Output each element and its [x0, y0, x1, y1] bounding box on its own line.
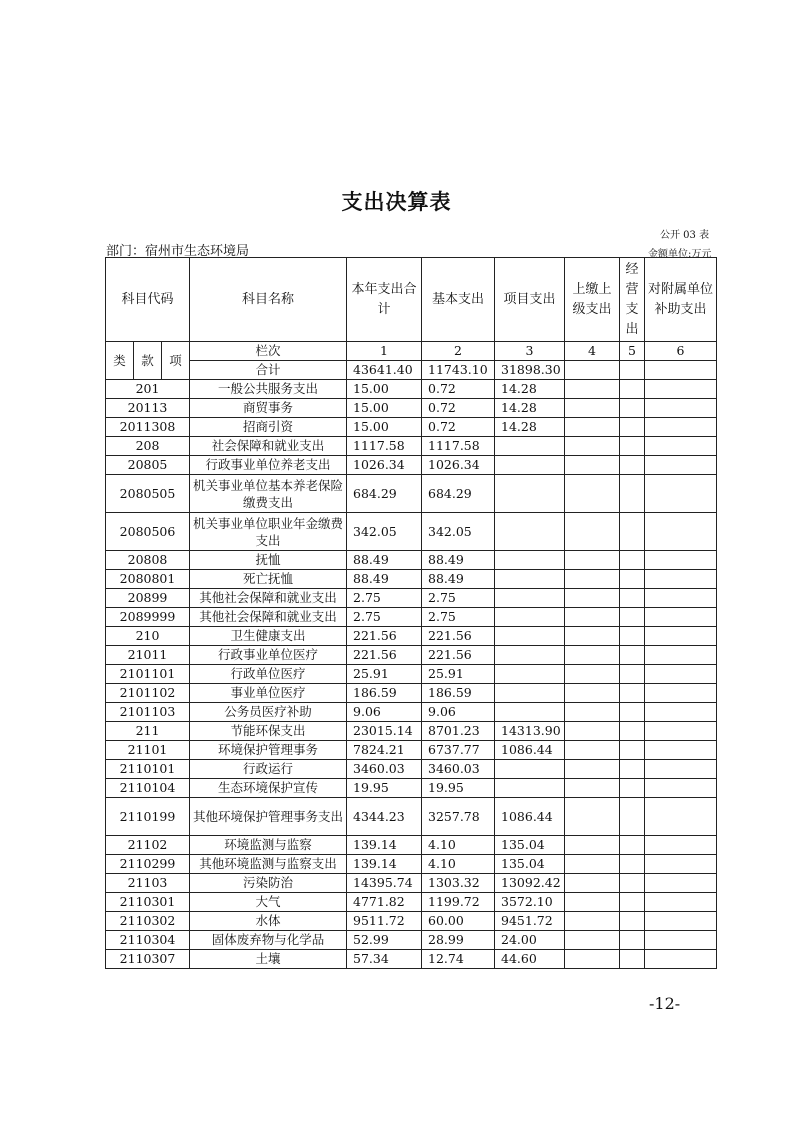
- total-total: 43641.40: [347, 361, 422, 380]
- empty-cell: [620, 456, 645, 475]
- row-basic: 1303.32: [422, 874, 495, 893]
- row-project: 14313.90: [495, 722, 565, 741]
- row-basic: 88.49: [422, 570, 495, 589]
- empty-cell: [645, 665, 717, 684]
- empty-cell: [565, 912, 620, 931]
- row-basic: 0.72: [422, 380, 495, 399]
- empty-cell: [645, 646, 717, 665]
- header-project: 项目支出: [495, 258, 565, 342]
- row-project: [495, 665, 565, 684]
- empty-cell: [620, 950, 645, 969]
- row-basic: 1026.34: [422, 456, 495, 475]
- table-row: [106, 380, 717, 399]
- row-code: 201: [106, 380, 190, 399]
- row-basic: 0.72: [422, 399, 495, 418]
- empty-cell: [565, 513, 620, 551]
- empty-cell: [620, 608, 645, 627]
- row-name: 固体废弃物与化学品: [190, 931, 347, 950]
- row-code: 20808: [106, 551, 190, 570]
- table-row: [106, 931, 717, 950]
- header-name: 科目名称: [190, 258, 347, 342]
- empty-cell: [565, 684, 620, 703]
- row-code: 2110301: [106, 893, 190, 912]
- empty-cell: [645, 513, 717, 551]
- empty-cell: [645, 779, 717, 798]
- row-name: 死亡抚恤: [190, 570, 347, 589]
- row-basic: 3460.03: [422, 760, 495, 779]
- table-row: [106, 399, 717, 418]
- col-number: 2: [422, 342, 495, 361]
- row-name: 公务员医疗补助: [190, 703, 347, 722]
- empty-cell: [565, 399, 620, 418]
- row-basic: 684.29: [422, 475, 495, 513]
- empty-cell: [565, 608, 620, 627]
- row-project: [495, 456, 565, 475]
- row-name: 污染防治: [190, 874, 347, 893]
- empty-cell: [620, 646, 645, 665]
- table-row: [106, 779, 717, 798]
- row-total: 15.00: [347, 380, 422, 399]
- row-total: 57.34: [347, 950, 422, 969]
- row-code: 21011: [106, 646, 190, 665]
- row-basic: 25.91: [422, 665, 495, 684]
- table-row: [106, 665, 717, 684]
- row-total: 2.75: [347, 589, 422, 608]
- row-name: 生态环境保护宣传: [190, 779, 347, 798]
- row-name: 其他社会保障和就业支出: [190, 589, 347, 608]
- empty-cell: [620, 779, 645, 798]
- empty-cell: [565, 456, 620, 475]
- col-number: 4: [565, 342, 620, 361]
- column-number-row: [106, 342, 717, 361]
- row-name: 环境保护管理事务: [190, 741, 347, 760]
- empty-cell: [565, 893, 620, 912]
- row-project: [495, 703, 565, 722]
- row-name: 抚恤: [190, 551, 347, 570]
- empty-cell: [645, 798, 717, 836]
- page-title: 支出决算表: [341, 190, 452, 214]
- table-row: [106, 741, 717, 760]
- row-name: 其他环境保护管理事务支出: [190, 798, 347, 836]
- empty-cell: [565, 418, 620, 437]
- row-basic: 186.59: [422, 684, 495, 703]
- table-row: [106, 570, 717, 589]
- row-code: 2110199: [106, 798, 190, 836]
- empty-cell: [645, 855, 717, 874]
- table-row: [106, 874, 717, 893]
- row-total: 88.49: [347, 551, 422, 570]
- empty-cell: [620, 589, 645, 608]
- table-row: [106, 703, 717, 722]
- row-total: 139.14: [347, 855, 422, 874]
- row-project: 1086.44: [495, 741, 565, 760]
- row-project: 13092.42: [495, 874, 565, 893]
- row-code: 2089999: [106, 608, 190, 627]
- row-basic: 342.05: [422, 513, 495, 551]
- row-total: 4344.23: [347, 798, 422, 836]
- row-code: 2011308: [106, 418, 190, 437]
- row-basic: 88.49: [422, 551, 495, 570]
- header-subsidy: 对附属单位补助支出: [645, 258, 717, 342]
- row-name: 大气: [190, 893, 347, 912]
- row-total: 221.56: [347, 627, 422, 646]
- empty-cell: [620, 399, 645, 418]
- row-name: 商贸事务: [190, 399, 347, 418]
- row-total: 15.00: [347, 399, 422, 418]
- table-row: [106, 475, 717, 513]
- empty-cell: [620, 361, 645, 380]
- empty-cell: [565, 722, 620, 741]
- empty-cell: [620, 798, 645, 836]
- table-row: [106, 836, 717, 855]
- row-name: 土壤: [190, 950, 347, 969]
- row-name: 行政单位医疗: [190, 665, 347, 684]
- empty-cell: [620, 627, 645, 646]
- row-basic: 4.10: [422, 855, 495, 874]
- row-name: 环境监测与监察: [190, 836, 347, 855]
- row-total: 88.49: [347, 570, 422, 589]
- table-row: [106, 513, 717, 551]
- expenditure-table: [105, 257, 717, 969]
- row-name: 其他社会保障和就业支出: [190, 608, 347, 627]
- row-code: 21103: [106, 874, 190, 893]
- row-basic: 8701.23: [422, 722, 495, 741]
- row-total: 14395.74: [347, 874, 422, 893]
- row-basic: 0.72: [422, 418, 495, 437]
- row-name: 卫生健康支出: [190, 627, 347, 646]
- row-code: 210: [106, 627, 190, 646]
- row-project: [495, 551, 565, 570]
- row-name: 行政运行: [190, 760, 347, 779]
- row-project: [495, 513, 565, 551]
- row-total: 52.99: [347, 931, 422, 950]
- empty-cell: [645, 912, 717, 931]
- row-code: 2110307: [106, 950, 190, 969]
- page-number: -12-: [649, 994, 681, 1013]
- empty-cell: [645, 931, 717, 950]
- empty-cell: [645, 589, 717, 608]
- row-name: 行政事业单位养老支出: [190, 456, 347, 475]
- row-project: 9451.72: [495, 912, 565, 931]
- empty-cell: [565, 931, 620, 950]
- empty-cell: [565, 950, 620, 969]
- col-number: 5: [620, 342, 645, 361]
- header-basic: 基本支出: [422, 258, 495, 342]
- row-name: 行政事业单位医疗: [190, 646, 347, 665]
- row-total: 15.00: [347, 418, 422, 437]
- empty-cell: [620, 893, 645, 912]
- empty-cell: [565, 665, 620, 684]
- form-number: 公开 03 表: [660, 230, 710, 241]
- row-project: 1086.44: [495, 798, 565, 836]
- empty-cell: [565, 836, 620, 855]
- row-name: 事业单位医疗: [190, 684, 347, 703]
- table-row: [106, 418, 717, 437]
- empty-cell: [645, 874, 717, 893]
- col-number: 1: [347, 342, 422, 361]
- empty-cell: [565, 475, 620, 513]
- row-code: 2110101: [106, 760, 190, 779]
- empty-cell: [620, 380, 645, 399]
- row-project: [495, 437, 565, 456]
- row-total: 684.29: [347, 475, 422, 513]
- total-row: [106, 361, 717, 380]
- row-code: 2101102: [106, 684, 190, 703]
- empty-cell: [565, 798, 620, 836]
- row-total: 9511.72: [347, 912, 422, 931]
- empty-cell: [565, 874, 620, 893]
- empty-cell: [645, 950, 717, 969]
- row-total: 9.06: [347, 703, 422, 722]
- row-basic: 221.56: [422, 627, 495, 646]
- row-basic: 2.75: [422, 608, 495, 627]
- empty-cell: [620, 855, 645, 874]
- row-total: 139.14: [347, 836, 422, 855]
- empty-cell: [565, 570, 620, 589]
- table-row: [106, 798, 717, 836]
- empty-cell: [645, 893, 717, 912]
- row-total: 23015.14: [347, 722, 422, 741]
- header-xiang: 项: [162, 342, 190, 380]
- table-row: [106, 722, 717, 741]
- empty-cell: [565, 380, 620, 399]
- row-project: [495, 779, 565, 798]
- table-row: [106, 893, 717, 912]
- empty-cell: [620, 874, 645, 893]
- empty-cell: [565, 760, 620, 779]
- row-code: 2101103: [106, 703, 190, 722]
- row-name: 机关事业单位职业年金缴费支出: [190, 513, 347, 551]
- unit-label: 金额单位:万元: [648, 249, 712, 260]
- row-project: 3572.10: [495, 893, 565, 912]
- empty-cell: [645, 760, 717, 779]
- empty-cell: [645, 551, 717, 570]
- row-basic: 3257.78: [422, 798, 495, 836]
- row-project: 14.28: [495, 418, 565, 437]
- header-code: 科目代码: [106, 258, 190, 342]
- row-code: 2110299: [106, 855, 190, 874]
- row-project: [495, 684, 565, 703]
- row-code: 2080506: [106, 513, 190, 551]
- row-total: 342.05: [347, 513, 422, 551]
- row-basic: 4.10: [422, 836, 495, 855]
- row-code: 2110104: [106, 779, 190, 798]
- header-upper: 上缴上级支出: [565, 258, 620, 342]
- table-row: [106, 551, 717, 570]
- empty-cell: [620, 703, 645, 722]
- empty-cell: [620, 741, 645, 760]
- row-name: 水体: [190, 912, 347, 931]
- row-project: [495, 608, 565, 627]
- empty-cell: [645, 418, 717, 437]
- empty-cell: [620, 513, 645, 551]
- row-total: 1117.58: [347, 437, 422, 456]
- empty-cell: [565, 361, 620, 380]
- row-total: 3460.03: [347, 760, 422, 779]
- row-project: 44.60: [495, 950, 565, 969]
- row-total: 19.95: [347, 779, 422, 798]
- table-row: [106, 760, 717, 779]
- empty-cell: [645, 684, 717, 703]
- row-project: 135.04: [495, 855, 565, 874]
- row-code: 208: [106, 437, 190, 456]
- row-basic: 28.99: [422, 931, 495, 950]
- col-number: 3: [495, 342, 565, 361]
- row-code: 2080505: [106, 475, 190, 513]
- header-total: 本年支出合计: [347, 258, 422, 342]
- empty-cell: [645, 456, 717, 475]
- empty-cell: [620, 722, 645, 741]
- row-project: [495, 570, 565, 589]
- empty-cell: [645, 399, 717, 418]
- row-total: 2.75: [347, 608, 422, 627]
- row-code: 20899: [106, 589, 190, 608]
- row-name: 社会保障和就业支出: [190, 437, 347, 456]
- table-row: [106, 684, 717, 703]
- table-row: [106, 589, 717, 608]
- empty-cell: [565, 627, 620, 646]
- empty-cell: [645, 361, 717, 380]
- empty-cell: [565, 779, 620, 798]
- empty-cell: [620, 475, 645, 513]
- header-lei: 类: [106, 342, 134, 380]
- row-total: 25.91: [347, 665, 422, 684]
- row-total: 221.56: [347, 646, 422, 665]
- empty-cell: [645, 627, 717, 646]
- empty-cell: [645, 437, 717, 456]
- row-code: 211: [106, 722, 190, 741]
- empty-cell: [620, 760, 645, 779]
- row-code: 21101: [106, 741, 190, 760]
- row-project: [495, 475, 565, 513]
- empty-cell: [620, 931, 645, 950]
- row-total: 1026.34: [347, 456, 422, 475]
- table-row: [106, 855, 717, 874]
- row-total: 186.59: [347, 684, 422, 703]
- row-code: 20113: [106, 399, 190, 418]
- empty-cell: [620, 665, 645, 684]
- row-code: 2080801: [106, 570, 190, 589]
- row-code: 2101101: [106, 665, 190, 684]
- header-row: [106, 258, 717, 342]
- empty-cell: [645, 741, 717, 760]
- row-code: 2110302: [106, 912, 190, 931]
- empty-cell: [645, 608, 717, 627]
- row-code: 2110304: [106, 931, 190, 950]
- empty-cell: [645, 836, 717, 855]
- empty-cell: [620, 570, 645, 589]
- empty-cell: [565, 551, 620, 570]
- row-total: 7824.21: [347, 741, 422, 760]
- row-code: 20805: [106, 456, 190, 475]
- empty-cell: [645, 380, 717, 399]
- row-name: 其他环境监测与监察支出: [190, 855, 347, 874]
- row-name: 节能环保支出: [190, 722, 347, 741]
- table-row: [106, 627, 717, 646]
- empty-cell: [645, 722, 717, 741]
- empty-cell: [645, 703, 717, 722]
- empty-cell: [620, 684, 645, 703]
- row-total: 4771.82: [347, 893, 422, 912]
- header-kuan: 款: [134, 342, 162, 380]
- table-row: [106, 608, 717, 627]
- empty-cell: [565, 646, 620, 665]
- row-basic: 2.75: [422, 589, 495, 608]
- table-row: [106, 437, 717, 456]
- table-row: [106, 912, 717, 931]
- total-basic: 11743.10: [422, 361, 495, 380]
- empty-cell: [620, 437, 645, 456]
- empty-cell: [565, 437, 620, 456]
- empty-cell: [620, 551, 645, 570]
- row-name: 招商引资: [190, 418, 347, 437]
- empty-cell: [565, 855, 620, 874]
- row-project: 14.28: [495, 380, 565, 399]
- row-project: [495, 760, 565, 779]
- row-project: 135.04: [495, 836, 565, 855]
- col-number: 6: [645, 342, 717, 361]
- department-label: 部门：宿州市生态环境局: [106, 244, 250, 259]
- header-lanci: 栏次: [190, 342, 347, 361]
- row-name: 一般公共服务支出: [190, 380, 347, 399]
- row-project: [495, 627, 565, 646]
- row-project: 14.28: [495, 399, 565, 418]
- row-code: 21102: [106, 836, 190, 855]
- empty-cell: [620, 836, 645, 855]
- table-row: [106, 646, 717, 665]
- empty-cell: [620, 912, 645, 931]
- row-project: 24.00: [495, 931, 565, 950]
- empty-cell: [620, 418, 645, 437]
- row-name: 机关事业单位基本养老保险缴费支出: [190, 475, 347, 513]
- table-row: [106, 950, 717, 969]
- total-project: 31898.30: [495, 361, 565, 380]
- row-basic: 19.95: [422, 779, 495, 798]
- row-basic: 60.00: [422, 912, 495, 931]
- empty-cell: [565, 703, 620, 722]
- empty-cell: [565, 589, 620, 608]
- empty-cell: [645, 570, 717, 589]
- row-basic: 9.06: [422, 703, 495, 722]
- row-basic: 12.74: [422, 950, 495, 969]
- table-row: [106, 456, 717, 475]
- row-basic: 6737.77: [422, 741, 495, 760]
- row-basic: 221.56: [422, 646, 495, 665]
- row-project: [495, 589, 565, 608]
- row-basic: 1199.72: [422, 893, 495, 912]
- row-basic: 1117.58: [422, 437, 495, 456]
- row-project: [495, 646, 565, 665]
- total-label: 合计: [190, 361, 347, 380]
- empty-cell: [565, 741, 620, 760]
- empty-cell: [645, 475, 717, 513]
- header-business: 经营支出: [620, 258, 645, 342]
